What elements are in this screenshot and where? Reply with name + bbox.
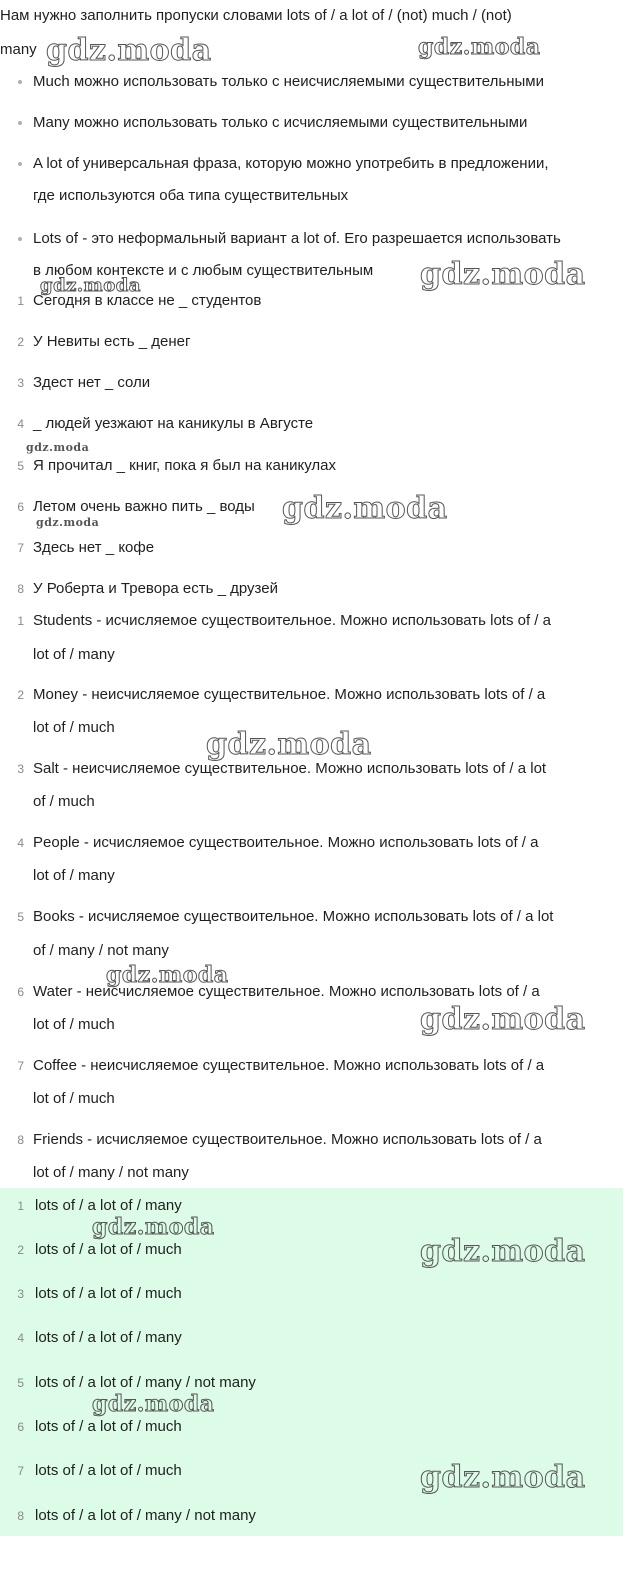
watermark-logo: gdz.moda (282, 491, 448, 526)
watermark-logo: gdz.moda (40, 275, 141, 296)
item-number: 4 (17, 836, 24, 850)
answer-text: lots of / a lot of / many (35, 1197, 182, 1214)
explanation-text: Students - исчисляемое существоительное. Можно использовать lots of / a (33, 612, 551, 629)
sentence-text: Сегодня в классе не _ студентов (33, 292, 262, 309)
item-number: 5 (17, 459, 24, 473)
item-number: 3 (17, 1287, 24, 1301)
bullet-dot-icon (18, 154, 24, 174)
explanation-text: People - исчисляемое существоительное. Можно использовать lots of / a (33, 834, 539, 851)
rule-text: в любом контексте и с любым существительным (33, 262, 374, 279)
explanation-text: lot of / many (33, 867, 115, 884)
watermark-logo: gdz.moda (418, 34, 541, 60)
item-number: 3 (17, 762, 24, 776)
watermark-logo: gdz.moda (420, 257, 586, 292)
explanation-text: lot of / much (33, 1016, 115, 1033)
item-number: 8 (17, 582, 24, 596)
explanation-text: of / much (33, 793, 95, 810)
intro-text-line-2: many (0, 41, 37, 58)
answer-text: lots of / a lot of / many (35, 1329, 182, 1346)
rule-text: Many можно использовать только с исчисляемыми существительными (33, 114, 528, 131)
rule-text: Lots of - это неформальный вариант a lot of. Его разрешается использовать (33, 230, 561, 247)
explanation-text: Friends - исчисляемое существоительное. Можно использовать lots of / a (33, 1131, 542, 1148)
explanation-text: Coffee - неисчисляемое существительное. Можно использовать lots of / a (33, 1057, 545, 1074)
sentence-text: Здесь нет _ кофе (33, 539, 155, 556)
explanation-text: Salt - неисчисляемое существительное. Можно использовать lots of / a lot (33, 760, 547, 777)
item-number: 1 (17, 1199, 24, 1213)
item-number: 7 (17, 1464, 24, 1478)
intro-text-line-1: Нам нужно заполнить пропуски словами lots of / a lot of / (not) much / (not) (0, 7, 512, 24)
answer-text: lots of / a lot of / much (35, 1462, 182, 1479)
item-number: 6 (17, 1420, 24, 1434)
rule-text: где используются оба типа существительных (33, 187, 349, 204)
item-number: 7 (17, 1059, 24, 1073)
watermark-logo: gdz.moda (92, 1214, 215, 1240)
sentence-text: Я прочитал _ книг, пока я был на каникулах (33, 457, 336, 474)
answer-text: lots of / a lot of / many / not many (35, 1507, 256, 1524)
rule-text: Much можно использовать только с неисчисляемыми существительными (33, 73, 544, 90)
item-number: 1 (17, 294, 24, 308)
watermark-logo: gdz.moda (106, 962, 229, 988)
answer-text: lots of / a lot of / much (35, 1418, 182, 1435)
explanation-text: Water - неисчисляемое существительное. Можно использовать lots of / a (33, 983, 540, 1000)
explanation-text: lot of / many (33, 646, 115, 663)
watermark-logo: gdz.moda (46, 33, 212, 68)
item-number: 6 (17, 500, 24, 514)
explanation-text: Money - неисчисляемое существительное. Можно использовать lots of / a (33, 686, 546, 703)
item-number: 8 (17, 1133, 24, 1147)
watermark-logo: gdz.moda (420, 1002, 586, 1037)
item-number: 2 (17, 1243, 24, 1257)
explanation-text: of / many / not many (33, 942, 169, 959)
sentence-text: Здест нет _ соли (33, 374, 151, 391)
item-number: 5 (17, 1376, 24, 1390)
bullet-dot-icon (18, 229, 24, 249)
answer-text: lots of / a lot of / much (35, 1285, 182, 1302)
rule-text: A lot of универсальная фраза, которую можно употребить в предложении, (33, 155, 549, 172)
item-number: 8 (17, 1509, 24, 1523)
sentence-text: У Роберта и Тревора есть _ друзей (33, 580, 278, 597)
watermark-logo: gdz.moda (36, 516, 100, 529)
item-number: 4 (17, 417, 24, 431)
explanation-text: lot of / much (33, 1090, 115, 1107)
sentence-text: Летом очень важно пить _ воды (33, 498, 255, 515)
explanation-text: Books - исчисляемое существоительное. Можно использовать lots of / a lot (33, 908, 554, 925)
explanation-text: lot of / many / not many (33, 1164, 189, 1181)
watermark-logo: gdz.moda (92, 1391, 215, 1417)
explanation-text: lot of / much (33, 719, 115, 736)
answer-text: lots of / a lot of / many / not many (35, 1374, 256, 1391)
watermark-logo: gdz.moda (420, 1460, 586, 1495)
bullet-dot-icon (18, 72, 24, 92)
watermark-logo: gdz.moda (420, 1234, 586, 1269)
sentence-text: У Невиты есть _ денег (33, 333, 191, 350)
answer-text: lots of / a lot of / much (35, 1241, 182, 1258)
bullet-dot-icon (18, 113, 24, 133)
watermark-logo: gdz.moda (26, 441, 90, 454)
item-number: 3 (17, 376, 24, 390)
item-number: 4 (17, 1331, 24, 1345)
item-number: 2 (17, 688, 24, 702)
sentence-text: _ людей уезжают на каникулы в Августе (33, 415, 314, 432)
item-number: 1 (17, 614, 24, 628)
item-number: 6 (17, 985, 24, 999)
item-number: 2 (17, 335, 24, 349)
item-number: 7 (17, 541, 24, 555)
watermark-logo: gdz.moda (206, 727, 372, 762)
item-number: 5 (17, 910, 24, 924)
